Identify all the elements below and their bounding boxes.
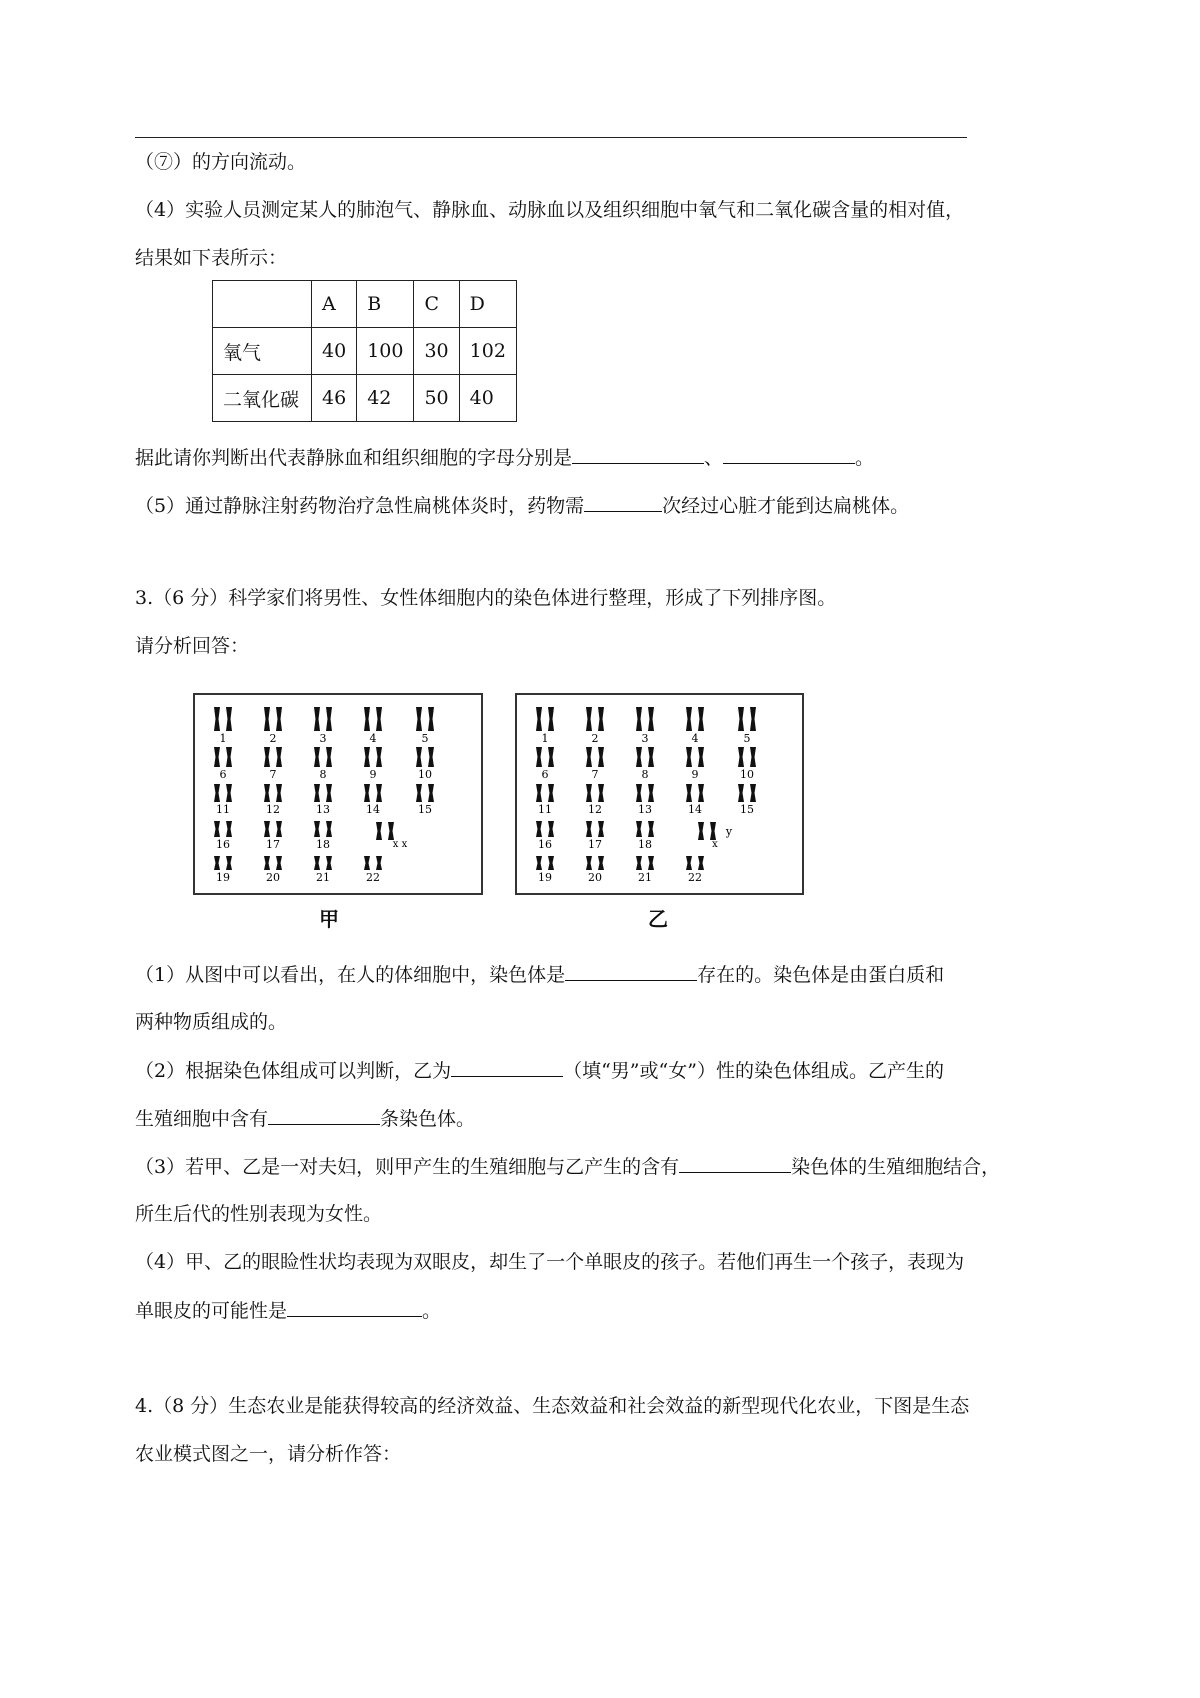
table-cell: 50	[414, 375, 459, 422]
chromosome-shape	[686, 856, 692, 870]
chromosome-pair	[314, 856, 332, 870]
chromosome-shape	[226, 747, 232, 767]
chromosome-shape	[326, 821, 332, 837]
chromosome-pair	[636, 856, 654, 870]
text-line-3: 结果如下表所示：	[135, 247, 288, 269]
chromosome-number: 1	[541, 732, 549, 745]
chromosome-number: 17	[266, 838, 280, 851]
chromosome-pair	[214, 707, 232, 731]
table-header-cell: B	[357, 281, 414, 328]
answer-blank[interactable]	[572, 445, 704, 464]
chromosome-pair	[376, 822, 394, 840]
chromosome-number: 14	[688, 803, 702, 816]
chromosome-pair	[586, 856, 604, 870]
chromosome-shape	[416, 747, 422, 767]
chromosome-pair	[314, 747, 332, 767]
chromosome-shape	[598, 784, 604, 802]
karyotype-chart	[517, 695, 802, 893]
chromosome-shape	[314, 747, 320, 767]
chromosome-number: 9	[369, 768, 377, 781]
sub-question-3-cont: 所生后代的性别表现为女性。	[135, 1203, 383, 1225]
sub-question-1	[135, 962, 944, 987]
sub-question-4: （4）甲、乙的眼睑性状均表现为双眼皮，却生了一个单眼皮的孩子。若他们再生一个孩子，表现为	[135, 1251, 965, 1273]
table-row	[213, 375, 517, 422]
chromosome-shape	[648, 856, 654, 870]
question-text: 。	[855, 447, 875, 469]
chromosome-pair	[264, 747, 282, 767]
chromosome-number: 12	[588, 803, 602, 816]
chromosome-pair	[416, 784, 434, 802]
chromosome-pair	[686, 747, 704, 767]
chromosome-number: 6	[541, 768, 549, 781]
chromosome-number: 4	[691, 732, 699, 745]
table-cell: 100	[357, 328, 414, 375]
chromosome-shape	[214, 707, 220, 731]
text-line-4	[135, 445, 874, 470]
chromosome-number: 7	[591, 768, 599, 781]
chromosome-shape	[376, 822, 382, 840]
chromosome-shape	[686, 747, 692, 767]
chromosome-shape	[226, 856, 232, 870]
question-text: 。	[422, 1300, 442, 1322]
table-row-label: 二氧化碳	[213, 375, 312, 422]
chromosome-number: 3	[641, 732, 649, 745]
chromosome-shape	[376, 707, 382, 731]
chromosome-shape	[548, 821, 554, 837]
chromosome-pair	[416, 707, 434, 731]
chromosome-shape	[214, 856, 220, 870]
chromosome-shape	[264, 856, 270, 870]
chromosome-shape	[536, 784, 542, 802]
sub-question-2	[135, 1058, 944, 1083]
header-rule	[135, 137, 967, 138]
chromosome-shape	[648, 821, 654, 837]
chromosome-pair	[636, 821, 654, 837]
chromosome-number: 2	[269, 732, 277, 745]
table-cell: 40	[459, 375, 516, 422]
chromosome-shape	[536, 747, 542, 767]
karyotype-figure-male	[515, 693, 804, 895]
chromosome-number: 17	[588, 838, 602, 851]
chromosome-pair	[738, 784, 756, 802]
chromosome-number: 9	[691, 768, 699, 781]
chromosome-number: 11	[216, 803, 230, 816]
chromosome-shape	[648, 707, 654, 731]
chromosome-shape	[698, 747, 704, 767]
chromosome-shape	[750, 707, 756, 731]
chromosome-number: 20	[588, 871, 602, 884]
chromosome-pair	[214, 821, 232, 837]
chromosome-shape	[750, 784, 756, 802]
chromosome-number: 13	[638, 803, 652, 816]
chromosome-shape	[548, 784, 554, 802]
chromosome-pair	[416, 747, 434, 767]
chromosome-shape	[364, 747, 370, 767]
chromosome-shape	[598, 707, 604, 731]
sub-question-1-cont: 两种物质组成的。	[135, 1011, 288, 1033]
chromosome-shape	[214, 747, 220, 767]
chromosome-shape	[698, 784, 704, 802]
chromosome-shape	[548, 747, 554, 767]
chromosome-shape	[326, 784, 332, 802]
question-text: 次经过心脏才能到达扁桃体。	[662, 495, 910, 517]
table-header-row	[213, 281, 517, 328]
chromosome-pair	[636, 747, 654, 767]
karyotype-chart	[195, 695, 481, 893]
chromosome-pair	[536, 747, 554, 767]
chromosome-shape	[276, 747, 282, 767]
chromosome-shape	[536, 707, 542, 731]
answer-blank[interactable]	[584, 493, 662, 512]
question-4-title: 4.（8 分）生态农业是能获得较高的经济效益、生态效益和社会效益的新型现代化农业，下图是生态	[135, 1395, 970, 1417]
chromosome-pair	[738, 747, 756, 767]
chromosome-shape	[376, 856, 382, 870]
chromosome-pair	[364, 747, 382, 767]
chromosome-shape	[364, 784, 370, 802]
karyotype-caption: 乙	[648, 907, 668, 931]
table-cell: 40	[312, 328, 357, 375]
chromosome-number: 16	[216, 838, 230, 851]
chromosome-pair	[536, 821, 554, 837]
chromosome-pair	[738, 707, 756, 731]
chromosome-shape	[698, 707, 704, 731]
chromosome-pair	[264, 784, 282, 802]
chromosome-pair	[586, 747, 604, 767]
chromosome-shape	[264, 821, 270, 837]
chromosome-number: 21	[638, 871, 652, 884]
chromosome-shape	[548, 856, 554, 870]
text-line-1: （⑦）的方向流动。	[135, 151, 307, 173]
chromosome-number: 15	[740, 803, 754, 816]
question-text: 单眼皮的可能性是	[135, 1300, 288, 1322]
chromosome-pair	[214, 856, 232, 870]
chromosome-shape	[314, 707, 320, 731]
chromosome-shape	[636, 821, 642, 837]
chromosome-shape	[276, 784, 282, 802]
question-text: （填“男”或“女”）性的染色体组成。乙产生的	[563, 1060, 944, 1082]
chromosome-number: 4	[369, 732, 377, 745]
chromosome-number: 15	[418, 803, 432, 816]
question-text: 生殖细胞中含有	[135, 1108, 269, 1130]
chromosome-number: 8	[319, 768, 327, 781]
chromosome-shape	[648, 747, 654, 767]
chromosome-shape	[314, 856, 320, 870]
chromosome-number: 1	[219, 732, 227, 745]
chromosome-number: 8	[641, 768, 649, 781]
chromosome-number: x	[712, 839, 718, 850]
question-text: 据此请你判断出代表静脉血和组织细胞的字母分别是	[135, 447, 573, 469]
chromosome-shape	[276, 707, 282, 731]
question-text: 条染色体。	[380, 1108, 476, 1130]
table-header-cell: C	[414, 281, 459, 328]
question-text: （3）若甲、乙是一对夫妇，则甲产生的生殖细胞与乙产生的含有	[135, 1156, 680, 1178]
chromosome-shape	[586, 747, 592, 767]
chromosome-shape	[326, 707, 332, 731]
chromosome-pair	[214, 747, 232, 767]
chromosome-pair	[314, 784, 332, 802]
answer-blank[interactable]	[287, 1298, 422, 1317]
chromosome-number: x x	[392, 839, 408, 850]
table-cell: 30	[414, 328, 459, 375]
chromosome-number: 19	[538, 871, 552, 884]
text-line-2: （4）实验人员测定某人的肺泡气、静脉血、动脉血以及组织细胞中氧气和二氧化碳含量的相对值，	[135, 199, 965, 221]
chromosome-shape	[586, 856, 592, 870]
text-line-5	[135, 493, 909, 518]
karyotype-figure-female	[193, 693, 483, 895]
chromosome-pair	[364, 784, 382, 802]
gas-content-table	[212, 280, 517, 422]
chromosome-pair	[586, 784, 604, 802]
karyotype-caption: 甲	[319, 907, 339, 931]
question-text: （1）从图中可以看出，在人的体细胞中，染色体是	[135, 964, 566, 986]
chromosome-shape	[598, 747, 604, 767]
chromosome-shape	[636, 747, 642, 767]
chromosome-shape	[416, 784, 422, 802]
chromosome-shape	[698, 856, 704, 870]
chromosome-pair	[364, 856, 382, 870]
chromosome-shape	[226, 707, 232, 731]
chromosome-shape	[226, 784, 232, 802]
table-cell: 46	[312, 375, 357, 422]
chromosome-shape	[698, 822, 704, 840]
chromosome-shape	[364, 856, 370, 870]
chromosome-number: 21	[316, 871, 330, 884]
chromosome-number: 12	[266, 803, 280, 816]
chromosome-shape	[364, 707, 370, 731]
chromosome-number: 22	[366, 871, 380, 884]
chromosome-shape	[636, 856, 642, 870]
question-text: 存在的。染色体是由蛋白质和	[697, 964, 945, 986]
chromosome-number: 19	[216, 871, 230, 884]
table-header-cell: A	[312, 281, 357, 328]
chromosome-pair	[636, 707, 654, 731]
chromosome-pair	[264, 707, 282, 731]
chromosome-pair	[698, 822, 716, 840]
chromosome-pair	[314, 707, 332, 731]
chromosome-number: y	[725, 825, 733, 838]
sub-question-3	[135, 1154, 1000, 1179]
chromosome-number: 3	[319, 732, 327, 745]
chromosome-shape	[388, 822, 394, 840]
chromosome-shape	[226, 821, 232, 837]
chromosome-number: 10	[740, 768, 754, 781]
table-header-cell	[213, 281, 312, 328]
chromosome-pair	[636, 784, 654, 802]
chromosome-shape	[214, 821, 220, 837]
answer-blank[interactable]	[268, 1106, 380, 1125]
chromosome-shape	[586, 784, 592, 802]
chromosome-shape	[428, 784, 434, 802]
question-3-title: 3.（6 分）科学家们将男性、女性体细胞内的染色体进行整理，形成了下列排序图。	[135, 587, 837, 609]
chromosome-shape	[598, 821, 604, 837]
chromosome-number: 18	[316, 838, 330, 851]
chromosome-number: 5	[421, 732, 429, 745]
chromosome-number: 16	[538, 838, 552, 851]
chromosome-pair	[686, 707, 704, 731]
chromosome-shape	[276, 821, 282, 837]
table-row	[213, 328, 517, 375]
chromosome-shape	[276, 856, 282, 870]
chromosome-shape	[586, 707, 592, 731]
chromosome-number: 6	[219, 768, 227, 781]
chromosome-shape	[648, 784, 654, 802]
answer-blank[interactable]	[565, 962, 697, 981]
chromosome-pair	[686, 784, 704, 802]
chromosome-shape	[586, 821, 592, 837]
table-header-cell: D	[459, 281, 516, 328]
chromosome-pair	[686, 856, 704, 870]
chromosome-shape	[264, 784, 270, 802]
chromosome-pair	[586, 707, 604, 731]
chromosome-pair	[536, 784, 554, 802]
chromosome-pair	[586, 821, 604, 837]
chromosome-shape	[636, 707, 642, 731]
chromosome-shape	[428, 747, 434, 767]
chromosome-shape	[264, 747, 270, 767]
chromosome-shape	[314, 784, 320, 802]
answer-blank[interactable]	[451, 1058, 563, 1077]
chromosome-shape	[326, 856, 332, 870]
sub-question-4-cont	[135, 1298, 441, 1323]
chromosome-shape	[376, 784, 382, 802]
chromosome-pair	[264, 821, 282, 837]
chromosome-number: 14	[366, 803, 380, 816]
chromosome-pair	[214, 784, 232, 802]
chromosome-shape	[536, 856, 542, 870]
chromosome-shape	[686, 707, 692, 731]
question-text: （5）通过静脉注射药物治疗急性扁桃体炎时，药物需	[135, 495, 585, 517]
question-text: （2）根据染色体组成可以判断，乙为	[135, 1060, 452, 1082]
chromosome-pair	[536, 707, 554, 731]
chromosome-number: 2	[591, 732, 599, 745]
question-text: 、	[704, 447, 724, 469]
chromosome-number: 11	[538, 803, 552, 816]
chromosome-shape	[548, 707, 554, 731]
chromosome-number: 13	[316, 803, 330, 816]
chromosome-shape	[264, 707, 270, 731]
chromosome-number: 5	[743, 732, 751, 745]
chromosome-shape	[314, 821, 320, 837]
chromosome-shape	[536, 821, 542, 837]
chromosome-shape	[416, 707, 422, 731]
chromosome-number: 7	[269, 768, 277, 781]
question-text: 染色体的生殖细胞结合，	[791, 1156, 1001, 1178]
chromosome-pair	[264, 856, 282, 870]
chromosome-shape	[738, 707, 744, 731]
table-row-label: 氧气	[213, 328, 312, 375]
chromosome-shape	[686, 784, 692, 802]
chromosome-pair	[536, 856, 554, 870]
chromosome-shape	[598, 856, 604, 870]
chromosome-shape	[636, 784, 642, 802]
table-cell: 102	[459, 328, 516, 375]
question-4-prompt: 农业模式图之一，请分析作答：	[135, 1443, 402, 1465]
chromosome-shape	[326, 747, 332, 767]
chromosome-shape	[376, 747, 382, 767]
sub-question-2-cont	[135, 1106, 475, 1131]
chromosome-shape	[710, 822, 716, 840]
answer-blank[interactable]	[723, 445, 855, 464]
chromosome-number: 18	[638, 838, 652, 851]
chromosome-shape	[428, 707, 434, 731]
chromosome-number: 20	[266, 871, 280, 884]
chromosome-shape	[738, 784, 744, 802]
question-3-prompt: 请分析回答：	[135, 635, 250, 657]
table-cell: 42	[357, 375, 414, 422]
answer-blank[interactable]	[679, 1154, 791, 1173]
chromosome-shape	[738, 747, 744, 767]
chromosome-shape	[214, 784, 220, 802]
chromosome-pair	[314, 821, 332, 837]
chromosome-number: 10	[418, 768, 432, 781]
chromosome-number: 22	[688, 871, 702, 884]
chromosome-pair	[364, 707, 382, 731]
chromosome-shape	[750, 747, 756, 767]
